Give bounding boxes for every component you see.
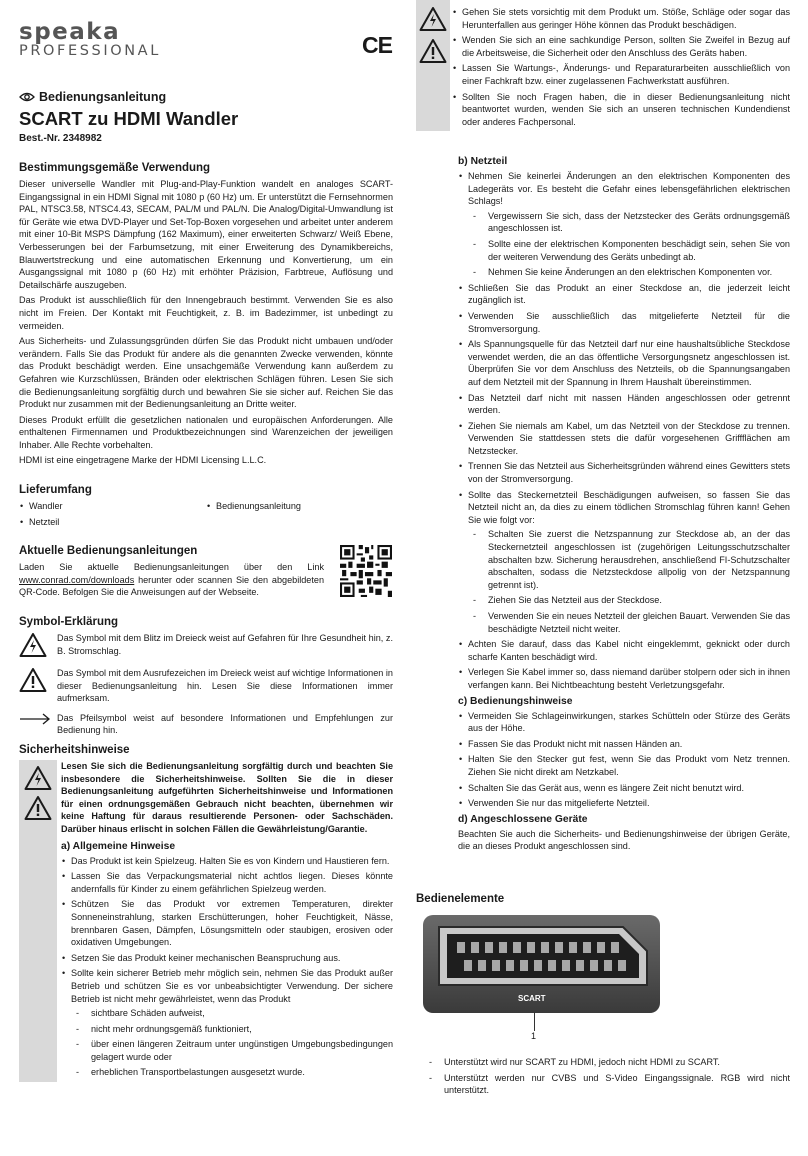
section-d-text: Beachten Sie auch die Sicherheits- und Bedienungshinweise der übrigen Geräte, die an dieses Produkt angeschlossen sind.: [458, 828, 790, 852]
lightning-warning-icon: [24, 765, 52, 791]
sub-item: - Vergewissern Sie sich, dass der Netzstecker des Geräts ordnungsgemäß angeschlossen ist.: [468, 210, 790, 235]
list-item: • Sollten Sie noch Fragen haben, die in dieser Bedienungsanleitung nicht beantwortet wurden, wenden Sie sich an unseren technischen Kundendienst oder anderes Fachpersonal.: [452, 91, 790, 129]
purpose-paragraph: Dieser universelle Wandler mit Plug-and-Play-Funktion wandelt en analoges SCART-Eingangssignal in ein HDMI Signal mit 1080 p (60 Hz) um. Er unterstützt die Fernsehnormen PAL, NTSC3.58, NTSC4.43, SECAM, PAL/M und PAL/N. Die Analog/Digital-Umwandlung ist für Geräte wie etwa DVD-Player und Set-Top-Boxen vorgesehen und arbeitet unter anderem mit einer 10-Bit MSPS Dämpfung (162 Maximum), einer erweiterten Schwarz/ Weiß Ebene, Verbesserungen bei der Farbumsetzung, mit einer Erweiterung des Dynamikbereichs, Blauwertstreckung und eine automatischen Erkennung und Konvertierung, um ein Ausgangssignal mit 1080 p (60 Hz) mit erhöhter Präzision, Farbtreue, Auflösung und Detailschärfe auszugeben.: [19, 179, 393, 290]
note-item: - Unterstützt wird nur SCART zu HDMI, jedoch nicht HDMI zu SCART.: [424, 1056, 790, 1069]
list-item: • Schließen Sie das Produkt an einer Steckdose an, die jederzeit leicht zugänglich ist.: [458, 282, 790, 307]
list-item: • Sollte das Steckernetzteil Beschädigungen aufweisen, so fassen Sie das Netzteil nicht an, da dies zu einem tödlichen Stromschlag führen kann! Gehen Sie wie folgt vor: - Schalten Sie zuerst die Netzspannung zur Steckdose ab, an der das Steckernetzteil angeschlossen ist (zugehörigen Leitungsschutzschalter abschalten bzw. Sicherung herausdrehen, anschließend FI-Schutzschalter abschalten, sodass die Netzsteckdose allpolig von der Netzspannung getrennt ist). - Ziehen Sie das Netzteil aus der Steckdose. - Verwenden Sie ein neues Netzteil der gleichen Bauart. Verwenden Sie das beschädigte Netzteil nicht weiter.: [458, 489, 790, 636]
section-c-heading: c) Bedienungshinweise: [458, 695, 573, 707]
list-item: • Als Spannungsquelle für das Netzteil darf nur eine haushaltsübliche Steckdose verwendet werden, die an das öffentliche Versorgungsnetz angeschlossen ist. Überprüfen Sie vor dem Anschluss des Netzteils, ob die Spannungsangaben auf dem Netzteil mit der Spannung in Ihrem Haushalt übereinstimmen.: [458, 338, 790, 388]
purpose-paragraph: HDMI ist eine eingetragene Marke der HDMI Licensing L.L.C.: [19, 455, 267, 466]
list-item: • Lassen Sie Wartungs-, Änderungs- und Reparaturarbeiten ausschließlich von einer Fachkraft bzw. einer zugelassenen Fachwerkstatt ausführen.: [452, 62, 790, 87]
safety-section: [19, 744, 393, 1082]
list-item: • Halten Sie den Stecker gut fest, wenn Sie das Produkt vom Netz trennen. Ziehen Sie nicht direkt am Netzkabel.: [458, 753, 790, 778]
note-item: - Unterstützt werden nur CVBS und S-Video Eingangssignale. RGB wird nicht unterstützt.: [424, 1072, 790, 1097]
scart-port-label: SCART: [518, 994, 546, 1003]
brand-logo: [19, 20, 161, 59]
list-item: • Bedienungsanleitung: [206, 500, 393, 513]
sub-item: - Ziehen Sie das Netzteil aus der Steckdose.: [468, 594, 790, 607]
lightning-text: Das Symbol mit dem Blitz im Dreieck weist auf Gefahren für Ihre Gesundheit hin, z. B. Stromschlag.: [57, 633, 393, 656]
list-item: • Achten Sie darauf, dass das Kabel nicht eingeklemmt, geknickt oder durch scharfe Kanten beschädigt wird.: [458, 638, 790, 663]
order-number: Best.-Nr. 2348982: [19, 133, 102, 144]
qr-code-icon[interactable]: [340, 545, 392, 597]
sub-item: - Verwenden Sie ein neues Netzteil der gleichen Bauart. Verwenden Sie das beschädigte Netzteil nicht weiter.: [468, 610, 790, 635]
controls-section: [416, 893, 790, 909]
controls-notes: [424, 1054, 790, 1100]
list-item: • Nehmen Sie keinerlei Änderungen an den elektrischen Komponenten des Ladegeräts vor. Es besteht die Gefahr eines lebensgefährlichen elektrischen Schlags! - Vergewissern Sie sich, dass der Netzstecker des Geräts ordnungsgemäß angeschlossen ist. - Sollte eine der elektrischen Komponenten beschädigt sein, sehen Sie von der weiteren Verwendung des Geräts unbedingt ab. - Nehmen Sie keine Änderungen an den elektrischen Komponenten vor.: [458, 170, 790, 279]
arrow-right-icon: [19, 713, 51, 725]
arrow-text: Das Pfeilsymbol weist auf besondere Informationen und Empfehlungen zur Bedienung hin.: [57, 712, 393, 736]
warning-strip-right: [416, 0, 450, 131]
eye-icon: [19, 92, 35, 102]
safety-intro: Lesen Sie sich die Bedienungsanleitung sorgfältig durch und beachten Sie insbesondere die Sicherheitshinweise. Sollten Sie die in dieser Bedienungsanleitung aufgeführten Sicherheitshinweise und Informationen für einen ordnungsgemäßen Gebrauch nicht beachten, übernehmen wir keine Haftung für daraus resultierende Personen- oder Sachschäden. Darüber hinaus erlischt in solchen Fällen die Gewährleistung/Garantie.: [61, 761, 393, 834]
list-item: • Ziehen Sie niemals am Kabel, um das Netzteil von der Steckdose zu trennen. Verwenden Sie stattdessen stets die dafür vorgesehenen Griffflächen am Netzstecker.: [458, 420, 790, 458]
list-item: • Verlegen Sie Kabel immer so, dass niemand darüber stolpern oder sich in ihnen verfangen kann. Bei Nichtbeachtung besteht Verletzungsgefahr.: [458, 666, 790, 691]
list-item: • Trennen Sie das Netzteil aus Sicherheitsgründen während eines Gewitters stets von der Stromversorgung.: [458, 460, 790, 485]
scope-heading: Lieferumfang: [19, 484, 92, 496]
sub-item: - Sollte eine der elektrischen Komponenten beschädigt sein, sehen Sie von der weiteren Verwendung des Geräts unbedingt ab.: [468, 238, 790, 263]
brand-name: speaka: [19, 19, 121, 45]
list-item: • Das Produkt ist kein Spielzeug. Halten Sie es von Kindern und Haustieren fern.: [61, 855, 393, 868]
list-item: • Netzteil: [19, 516, 206, 529]
exclamation-warning-icon: [419, 38, 447, 64]
doc-type: [19, 90, 166, 104]
lightning-warning-icon: [19, 632, 47, 658]
list-item: • Schalten Sie das Gerät aus, wenn es längere Zeit nicht benutzt wird.: [458, 782, 790, 795]
list-item: • Verwenden Sie ausschließlich das mitgelieferte Netzteil für die Stromversorgung.: [458, 310, 790, 335]
purpose-section: [19, 162, 393, 470]
exclamation-warning-icon: [24, 795, 52, 821]
downloads-link[interactable]: www.conrad.com/downloads: [19, 574, 135, 585]
symbols-section: [19, 616, 393, 744]
safety-heading: Sicherheitshinweise: [19, 744, 130, 756]
section-d-heading: d) Angeschlossene Geräte: [458, 813, 588, 825]
current-manuals-section: [19, 545, 393, 602]
ce-mark: CE: [362, 32, 392, 58]
sub-item: - erheblichen Transportbelastungen ausgesetzt wurde.: [71, 1066, 393, 1079]
exclamation-text: Das Symbol mit dem Ausrufezeichen im Dreieck weist auf wichtige Informationen in dieser Bedienungsanleitung hin. Lesen Sie diese Informationen immer aufmerksam.: [57, 668, 393, 704]
list-item: • Setzen Sie das Produkt keiner mechanischen Beanspruchung aus.: [61, 952, 393, 965]
list-item: • Wandler: [19, 500, 206, 513]
warning-strip: [19, 760, 57, 1082]
current-text: Laden Sie aktuelle Bedienungsanleitungen über den Link www.conrad.com/downloads herunter oder scannen Sie den abgebildeten QR-Code. Befolgen Sie die Anweisungen auf der Webseite.: [19, 562, 324, 598]
section-a-heading: a) Allgemeine Hinweise: [61, 840, 176, 852]
list-item: • Lassen Sie das Verpackungsmaterial nicht achtlos liegen. Dieses könnte andernfalls für Kinder zu einem gefährlichen Spielzeug werden.: [61, 870, 393, 895]
general-continued: [452, 6, 790, 131]
power-section: [458, 156, 790, 856]
sub-item: - Schalten Sie zuerst die Netzspannung zur Steckdose ab, an der das Steckernetzteil angeschlossen ist (zugehörigen Leitungsschutzschalter abschalten bzw. Sicherung herausdrehen, anschließend FI-Schutzschalter abschalten, sodass die Netzsteckdose allpolig von der Netzspannung getrennt ist).: [468, 528, 790, 591]
purpose-paragraph: Das Produkt ist ausschließlich für den Innengebrauch bestimmt. Verwenden Sie es also nicht im Freien. Der Kontakt mit Feuchtigkeit, z. B. im Badezimmer, ist unbedingt zu vermeiden.: [19, 295, 393, 331]
sub-item: - sichtbare Schäden aufweist,: [71, 1007, 393, 1020]
sub-item: - Nehmen Sie keine Änderungen an den elektrischen Komponenten vor.: [468, 266, 790, 279]
purpose-paragraph: Dieses Produkt erfüllt die gesetzlichen nationalen und europäischen Anforderungen. Alle enthaltenen Firmennamen und Produktbezeichnungen sind Warenzeichen der jeweiligen Inhaber. Alle Rechte vorbehalten.: [19, 414, 393, 450]
purpose-heading: Bestimmungsgemäße Verwendung: [19, 162, 211, 174]
purpose-paragraph: Aus Sicherheits- und Zulassungsgründen dürfen Sie das Produkt nicht umbauen und/oder verändern. Falls Sie das Produkt für andere als die genannten Zwecke verwenden, könnte das Produkt beschädigt werden. Eine unsachgemäße Verwendung kann außerdem zu Gefahren wie Kurzschlüssen, Bränden oder elektrischen Schlägen führen. Lesen Sie sich die Bedienungsanleitung sorgfältig durch und bewahren Sie sie sicher auf. Reichen Sie das Produkt nur zusammen mit der Bedienungsanleitung an Dritte weiter.: [19, 336, 393, 410]
list-item: • Sollte kein sicherer Betrieb mehr möglich sein, nehmen Sie das Produkt außer Betrieb und schützen Sie es vor unbeabsichtigter Verwendung. Der sichere Betrieb ist nicht mehr gewährleistet, wenn das Produkt - sichtbare Schäden aufweist, - nicht mehr ordnungsgemäß funktioniert, - über einen längeren Zeitraum unter ungünstigen Umgebungsbedingungen gelagert wurde oder - erheblichen Transportbelastungen ausgesetzt wurde.: [61, 967, 393, 1079]
callout-line: [534, 1012, 535, 1031]
controls-heading: Bedienelemente: [416, 893, 505, 905]
list-item: • Wenden Sie sich an eine sachkundige Person, sollten Sie Zweifel in Bezug auf die Arbeitsweise, die Sicherheit oder den Anschluss des Geräts haben.: [452, 34, 790, 59]
list-item: • Das Netzteil darf nicht mit nassen Händen angeschlossen oder getrennt werden.: [458, 392, 790, 417]
section-b-heading: b) Netzteil: [458, 156, 508, 167]
doc-type-label: Bedienungsanleitung: [39, 90, 167, 104]
page-title: SCART zu HDMI Wandler: [19, 108, 239, 129]
list-item: • Schützen Sie das Produkt vor extremen Temperaturen, direkter Sonneneinstrahlung, starken Erschütterungen, hoher Feuchtigkeit, Nässe, brennbaren Gasen, Dämpfen, Lösungsmitteln oder staubigen, erosiven oder oxidativen Umgebungen.: [61, 898, 393, 948]
sub-item: - über einen längeren Zeitraum unter ungünstigen Umgebungsbedingungen gelagert wurde oder: [71, 1038, 393, 1063]
lightning-warning-icon: [419, 6, 447, 32]
scope-section: [19, 484, 393, 531]
sub-item: - nicht mehr ordnungsgemäß funktioniert,: [71, 1023, 393, 1036]
list-item: • Verwenden Sie nur das mitgelieferte Netzteil.: [458, 797, 790, 810]
exclamation-warning-icon: [19, 667, 47, 693]
list-item: • Fassen Sie das Produkt nicht mit nassen Händen an.: [458, 738, 790, 751]
brand-sub: PROFESSIONAL: [19, 43, 161, 59]
list-item: • Vermeiden Sie Schlageinwirkungen, starkes Schütteln oder Stürze des Geräts aus der Höhe.: [458, 710, 790, 735]
callout-number: 1: [531, 1031, 537, 1041]
symbols-heading: Symbol-Erklärung: [19, 616, 119, 628]
current-heading: Aktuelle Bedienungsanleitungen: [19, 545, 198, 557]
list-item: • Gehen Sie stets vorsichtig mit dem Produkt um. Stöße, Schläge oder sogar das Herunterfallen aus geringer Höhe können das Produkt beschädigen.: [452, 6, 790, 31]
